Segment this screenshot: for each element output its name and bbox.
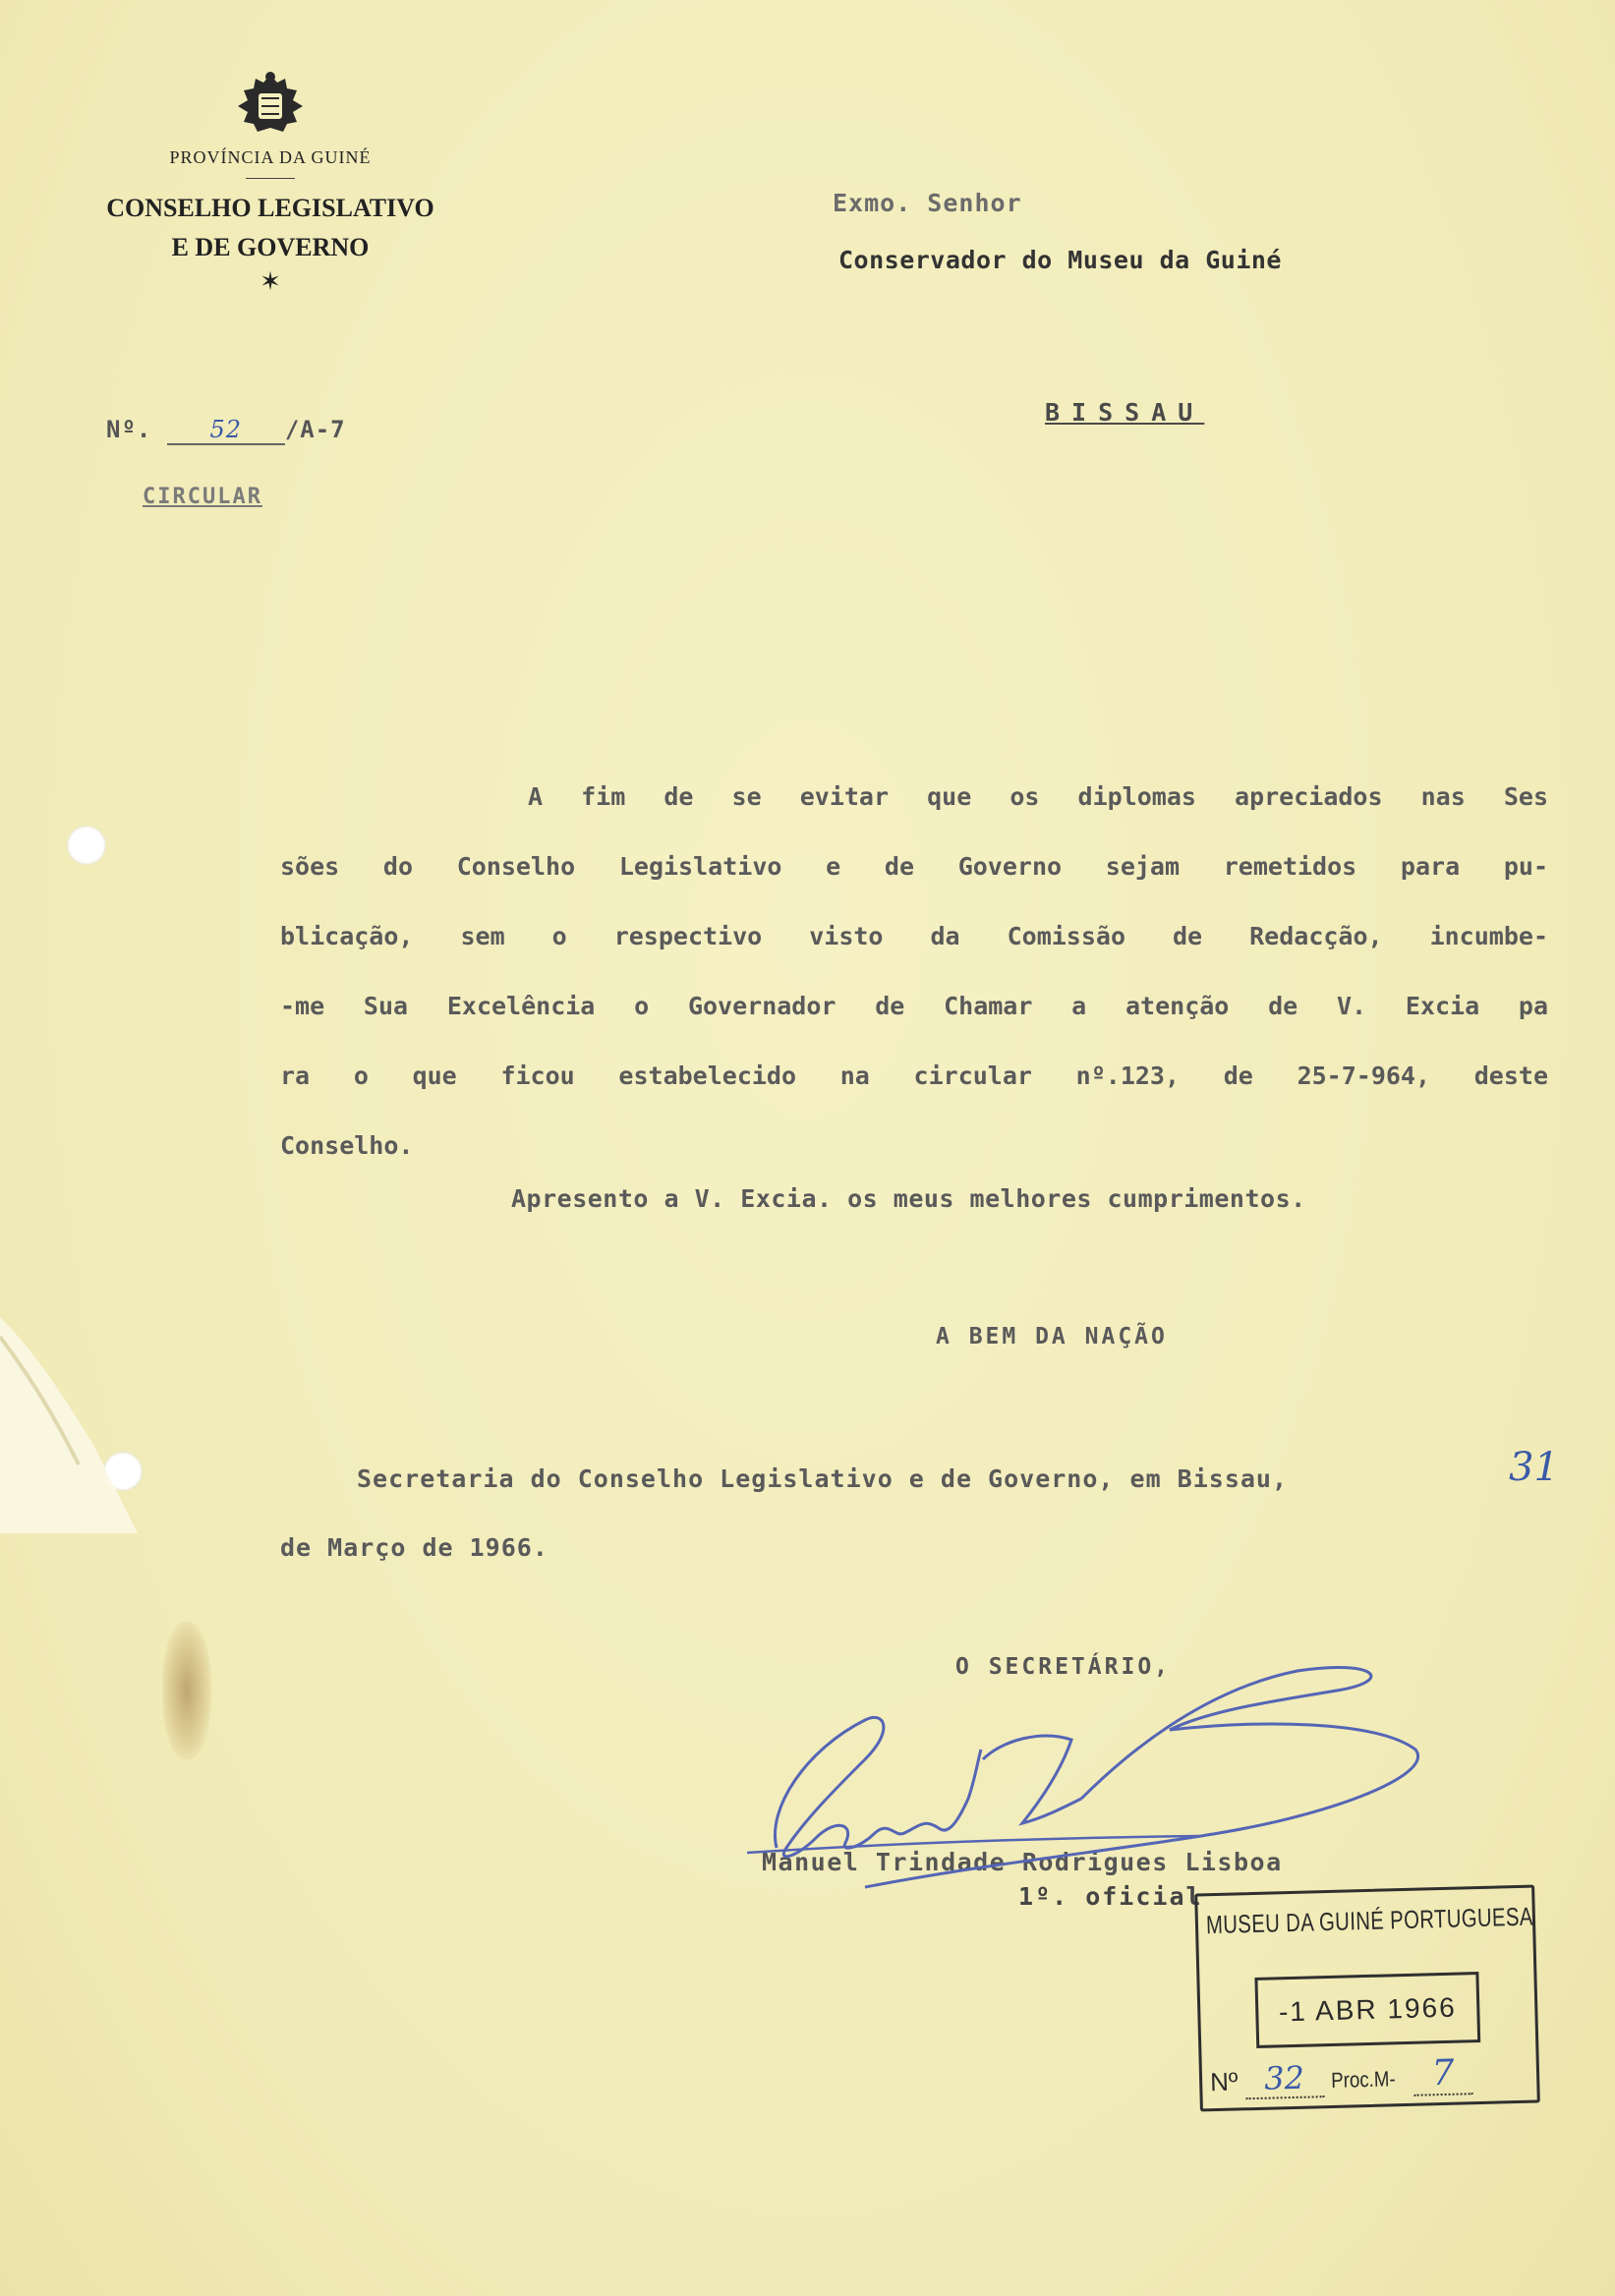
stamp-title: MUSEU DA GUINÉ PORTUGUESA	[1205, 1901, 1534, 1940]
stamp-proc-label: Proc.M-	[1330, 2066, 1396, 2093]
body-line: A fim de se evitar que os diplomas apreciados nas Ses	[528, 782, 1548, 811]
stamp-number-row	[1210, 2052, 1473, 2101]
body-line: ra o que ficou estabelecido na circular nº.123, de 25-7-964, deste	[280, 1062, 1548, 1090]
dateline-place: Secretaria do Conselho Legislativo e de Governo, em Bissau,	[357, 1464, 1289, 1493]
body-line: blicação, sem o respectivo visto da Comissão de Redacção, incumbe-	[280, 922, 1548, 950]
letterhead-divider	[246, 178, 295, 179]
star-icon: ✶	[260, 267, 281, 296]
paper-tear	[0, 1317, 138, 1533]
council-name-line2: E DE GOVERNO	[171, 233, 370, 261]
stamp-number-value: 32	[1244, 2058, 1324, 2099]
coat-of-arms-icon	[226, 69, 315, 138]
body-line: Conselho.	[280, 1131, 414, 1160]
signatory-header: O SECRETÁRIO,	[955, 1654, 1172, 1680]
body-line: sões do Conselho Legislativo e de Governo sejam remetidos para pu-	[280, 852, 1548, 881]
stamp-number-label: Nº	[1209, 2066, 1239, 2097]
dateline-handwritten-day: 31	[1509, 1445, 1559, 1490]
reference-number	[106, 416, 346, 445]
closing-motto: A BEM DA NAÇÃO	[936, 1324, 1168, 1349]
closing-greeting: Apresento a V. Excia. os meus melhores cumprimentos.	[511, 1184, 1306, 1213]
letterhead	[88, 69, 452, 295]
stamp-date: -1 ABR 1966	[1254, 1972, 1480, 2048]
recipient-city: BISSAU	[1045, 398, 1205, 427]
body-line: -me Sua Excelência o Governador de Chamar a atenção de V. Excia pa	[280, 992, 1548, 1020]
letter-body	[280, 762, 1548, 1180]
reference-suffix: /A-7	[284, 416, 346, 443]
reference-prefix: Nº.	[106, 416, 152, 443]
document-type: CIRCULAR	[143, 485, 262, 509]
province-name: PROVÍNCIA DA GUINÉ	[169, 147, 372, 167]
museum-receipt-stamp	[1194, 1885, 1540, 2112]
recipient-salutation: Exmo. Senhor	[833, 189, 1022, 217]
reference-handwritten-number: 52	[167, 416, 285, 445]
punch-hole-top	[67, 826, 106, 865]
paper-stain	[162, 1622, 211, 1759]
signatory-position: 1º. oficial	[1018, 1882, 1203, 1911]
stamp-proc-value: 7	[1413, 2052, 1472, 2096]
dateline-date: de Março de 1966.	[280, 1533, 548, 1562]
recipient-title: Conservador do Museu da Guiné	[838, 246, 1282, 274]
handwritten-signature	[747, 1651, 1435, 1917]
signatory-name: Manuel Trindade Rodrigues Lisboa	[762, 1848, 1283, 1876]
council-name-line1: CONSELHO LEGISLATIVO	[106, 194, 434, 222]
